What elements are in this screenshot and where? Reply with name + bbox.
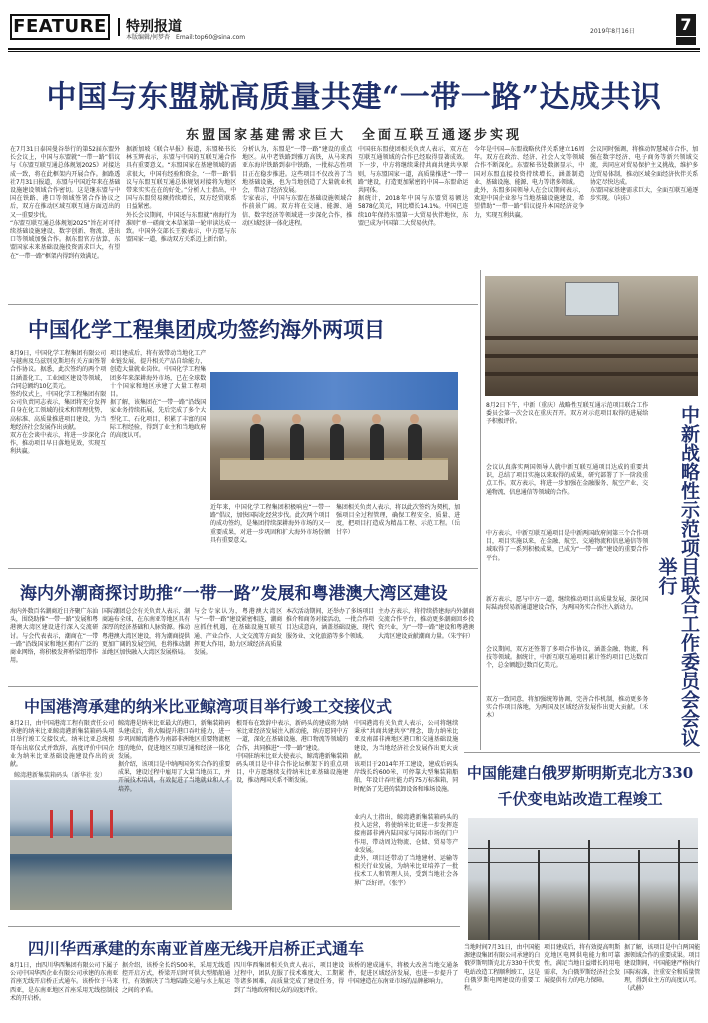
issue-date: 2019年8月16日 (590, 28, 635, 35)
divider (8, 686, 478, 687)
photo-figure-head (292, 414, 301, 424)
story5-para: 据介绍，该桥全长约500米，采用无线遥控开启方式，桥梁开启时可供大型船舶通行，有效解决了当地陆路交通与水上航运之间的矛盾。 (122, 962, 230, 994)
story4-column-5 (354, 814, 458, 920)
photo-figure (250, 424, 264, 460)
photo-crane (70, 810, 73, 838)
photo-figure-head (372, 414, 381, 424)
photo-crane (90, 810, 93, 838)
story1-column-3 (242, 146, 352, 296)
story3-para: 国际潮团总会有关负责人表示，潮商遍布全球，在东南亚等地区具有深厚的经济基础和人脉资源。推动粤港澳大湾区建设，将为潮商提供更加广阔的发展空间，也将推动潮汕地区加快融入大湾区发展格局。 (102, 608, 190, 657)
headline-minsk-substation: 中国能建白俄罗斯明斯克北方330千伏变电站改造工程竣工 (466, 764, 694, 808)
brand-logo (676, 37, 696, 45)
story7-para: 当地时间7月31日，由中国能源建设集团有限公司承建的白俄罗斯明斯克北方330千伏变电站改造工程顺利竣工，这是白俄罗斯电网建设的重要工程。 (464, 944, 540, 993)
signing-ceremony-photo (210, 372, 458, 500)
story5-para: 8月1日，由四川华西集团有限公司下属子公司中国华西企业有限公司承建的东南亚首座无线开启桥正式通车。该桥位于马来西亚，是东南亚地区首座采用无线控制技术的开启桥。 (10, 962, 118, 1002)
story4-para: 据介绍，该项目是中纳两国务实合作的重要成果，建设过程中雇用了大量当地员工，并开展技术培训，有效促进了当地就业和人才培养。 (118, 761, 230, 793)
committee-meeting-photo (485, 276, 698, 396)
story3-para: 本次活动期间，还举办了多场项目推介和商务对接活动，一批合作项目达成意向，涵盖基础设施、现代服务业、文化旅游等多个领域。 (286, 608, 374, 640)
headline-china-asean: 中国与东盟就高质量共建“一带一路”达成共识 (46, 80, 662, 115)
headline-chaoshan-merchants: 海内外潮商探讨助推“一带一路”发展和粤港澳大湾区建设 (20, 584, 448, 604)
photo-figure (290, 424, 304, 460)
header-rule-thin (8, 51, 700, 52)
story3-para: 与会专家认为，粤港澳大湾区与“一带一路”建设紧密相连，潮商应抓住机遇，在基础设施互联互通、产业合作、人文交流等方面发挥更大作用，助力区域经济高质量发展。 (194, 608, 282, 657)
story6-column-2 (486, 464, 648, 528)
headline-sino-singapore: 中新战略性示范项目联合工作委员会会议举行 (655, 405, 700, 747)
editor-line: 本版编辑/何梦杏 Email:top60@sina.com (126, 34, 246, 41)
photo-figure (370, 424, 384, 460)
photo-pylon (638, 850, 640, 940)
story2-column-4 (336, 504, 460, 562)
story7-column-2 (544, 944, 620, 1018)
divider (8, 926, 460, 927)
story6-column-5 (486, 646, 648, 694)
story4-para: 鲸湾港是纳米比亚最大的港口，新集装箱码头建成后，将大幅提升港口吞吐能力，进一步巩固鲸湾港作为南部非洲地区重要物流枢纽的地位，促进地区互联互通和经济一体化发展。 (118, 720, 230, 760)
story3-column-2 (102, 608, 190, 682)
vertical-divider (480, 270, 481, 750)
story4-column-3 (236, 720, 348, 920)
story3-column-5 (378, 608, 474, 682)
story3-column-1 (10, 608, 98, 682)
story1-para: “东盟互联互通总体规划2025”旨在对可持续基础设施建设、数字创新、物流、进出口等领域加强合作。据东盟官方估算，东盟国家未来基础设施投资需求巨大，有望在“一带一路”框架内得到有效满足。 (10, 219, 120, 260)
story2-para: 8月9日，中国化学工程集团有限公司与越南及乌兹别克斯坦有关方面签署合作协议。据悉，此次签约的两个项目涵盖化工、工业园区建设等领域，合同总额约10亿美元。 (10, 350, 106, 390)
story2-column-2 (110, 350, 206, 562)
story5-column-3 (234, 962, 344, 1018)
story3-column-3 (194, 608, 282, 682)
story6-column-3 (486, 530, 648, 594)
photo-power-line (468, 848, 698, 849)
story5-para: 该桥的建成通车，将极大改善当地交通条件，促进区域经济发展，也进一步提升了中国建造在东南亚市场的品牌影响力。 (348, 962, 458, 986)
story2-para: 集团相关负责人表示，将以此次签约为契机，加强项目全过程管理，确保工程安全、质量、进度，把项目打造成为精品工程、示范工程。（岳甘辛） (336, 504, 460, 536)
photo-crane (110, 810, 113, 838)
story1-para: 会议同时强调，将推动智慧城市合作，加强在数字经济、电子商务等新兴领域交流，共同应对贸易保护主义挑战，维护多边贸易体制，推动区域全面经济伙伴关系协定尽快达成。 (590, 146, 698, 186)
story1-para: 东盟国家基建需求巨大，全面互联互通逐步实现。（向东） (590, 187, 698, 203)
story1-para: 在7月31日泰国曼谷举行的第52届东盟外长会议上，中国与东盟就“一带一路”倡议与《东盟互联互通总体规划2025》对接达成一致，将在此框架内开展合作。据路透社7月31日报道，东盟与中国近年来在基础设施建设领域合作密切。这是继东盟与中国在铁路、港口等领域签署合作协议之后，双方在推动区域互联互通方面迈出的又一重要步伐。 (10, 146, 120, 219)
story2-column-1 (10, 350, 106, 562)
story2-para: 双方在会谈中表示，将进一步深化合作，推动项目早日落地见效，实现互利共赢。 (10, 432, 106, 456)
photo-pylon (588, 840, 590, 940)
story6-column-4 (486, 596, 648, 644)
feature-label-box (10, 14, 110, 40)
divider (464, 752, 700, 753)
photo-quay (10, 836, 232, 854)
story1-para: 此外，东盟多国领导人在会议期间表示，欢迎中国企业参与当地基础设施建设，希望借助“一带一路”倡议提升本国经济竞争力，实现互利共赢。 (474, 187, 584, 219)
photo-screen (565, 282, 619, 316)
photo-figure (330, 424, 344, 460)
photo-crane (50, 810, 53, 838)
story5-column-2 (122, 962, 230, 1018)
story6-column-6 (486, 696, 648, 742)
story4-para: 根哥布在致辞中表示，新码头的建成将为纳米比亚经济发展注入新动能，纳方愿同中方一道，深化在基础设施、港口物流等领域的合作，共同推进“一带一路”建设。 (236, 720, 348, 752)
story2-para: 项目建成后，将有效带动当地化工产业链发展，提升相关产品自给能力，创造大量就业岗位。中国化学工程集团多年来深耕海外市场，已在全球数十个国家和地区承建了大量工程项目。 (110, 350, 206, 399)
story1-column-4 (358, 146, 468, 296)
story1-column-6 (590, 146, 698, 266)
story1-para: 外长会议期间，中国还与东盟就“南海行为准则”单一磋商文本草案第一轮审读达成一致。中国外交部长王毅表示，中方愿与东盟国家一道，推动双方关系迈上新台阶。 (126, 211, 236, 244)
photo-figure (408, 424, 422, 460)
feature-label: FEATURE (13, 16, 107, 37)
photo-figure-head (252, 414, 261, 424)
story3-para: 海内外数百名潮商近日齐聚广东汕头，围绕助推“一带一路”发展和粤港澳大湾区建设进行深入交流研讨。与会代表表示，潮商在“一带一路”沿线国家和地区拥有广泛的商业网络，将积极发挥桥梁纽带作用。 (10, 608, 98, 665)
story1-para: 今年是中国—东盟战略伙伴关系建立16周年。双方在政治、经济、社会人文等领域合作不断深化。东盟秘书处数据显示，中国对东盟直接投资持续增长，涵盖制造业、基础设施、能源、电力等诸多领域。 (474, 146, 584, 186)
story7-column-3 (624, 944, 700, 1018)
page-number: 7 (676, 14, 696, 36)
story4-para: 业内人士指出，鲸湾港新集装箱码头的投入运营，将使纳米比亚进一步发挥连接南部非洲内陆国家与国际市场的门户作用，带动周边物流、仓储、贸易等产业发展。 (354, 814, 458, 854)
substation-photo (468, 818, 698, 940)
photo-seat-row (485, 336, 698, 340)
story6-para: 会议认真落实两国领导人就中新互联互通项目达成的重要共识，总结了项目实施以来取得的成果，研究部署了下一阶段重点工作。双方表示，将进一步加强在金融服务、航空产业、交通物流、信息通信等领域的合作。 (486, 464, 648, 496)
photo-seat-row (485, 354, 698, 358)
story1-para: 中国驻东盟使团相关负责人表示，双方在互联互通领域的合作已经取得显著成效。下一步，中方将继续秉持共商共建共享原则，与东盟国家一道，高质量推进“一带一路”建设，打造更加紧密的中国—东盟命运共同体。 (358, 146, 468, 195)
photo-seat-row (485, 372, 698, 376)
story4-column-2 (118, 720, 230, 793)
story1-para: 专家表示，中国与东盟在基础设施领域合作前景广阔。双方将在交通、能源、通信、数字经济等领域进一步深化合作，推动区域经济一体化进程。 (242, 195, 352, 227)
photo-banner (210, 372, 458, 410)
story4-para: 8月2日，由中国港湾工程有限责任公司承建的纳米比亚鲸湾港新集装箱码头项目举行竣工交接仪式。纳米比亚总统根哥布出席仪式并致辞，高度评价中国企业为纳米比亚基础设施建设作出的贡献。 (10, 720, 114, 769)
story4-column-4 (354, 720, 458, 810)
story7-para: 据了解，该项目是中白两国能源领域合作的重要成果。项目建设期间，中国能建严格执行国际标准，注重安全和质量管理，得到业主方的高度认可。（武赫） (624, 944, 700, 993)
story5-para: 四川华西集团相关负责人表示，项目建设过程中，团队克服了技术难度大、工期紧等诸多困难，高质量完成了建设任务，得到了当地政府和民众的高度评价。 (234, 962, 344, 994)
photo-table (220, 458, 448, 480)
story2-para: 签约仪式上，中国化学工程集团有限公司负责同志表示，集团将充分发挥自身在化工领域的技术和管理优势，高标准、高质量推进项目建设，为当地经济社会发展作出贡献。 (10, 391, 106, 431)
story4-para: 中国港湾有关负责人表示，公司将继续秉承“共商共建共享”理念，助力纳米比亚及南部非洲地区港口和交通基础设施建设，为当地经济社会发展作出更大贡献。 (354, 720, 458, 760)
story5-column-4 (348, 962, 458, 1018)
subhead-china-asean: 东盟国家基建需求巨大 全面互联互通逐步实现 (185, 128, 522, 143)
story2-para: 据了解，该集团在“一带一路”沿线国家业务持续拓展，先后完成了多个大型化工、石化项目，积累了丰富的国际工程经验，得到了业主和当地政府的高度认可。 (110, 399, 206, 440)
story4-para: 中国驻纳米比亚大使表示，鲸湾港新集装箱码头项目是中非合作论坛框架下的重点项目，中方愿继续支持纳米比亚基础设施建设，推动两国关系不断发展。 (236, 752, 348, 785)
story1-column-1 (10, 146, 120, 296)
port-photo-caption: 鲸湾港新集装箱码头（新华社 发） (14, 772, 106, 779)
story1-para: 据统计，2018年中国与东盟贸易额达5878亿美元，同比增长14.1%。中国已连续10年保持东盟第一大贸易伙伴地位，东盟已成为中国第二大贸易伙伴。 (358, 195, 468, 227)
section-title: 特别报道 (126, 19, 182, 35)
story3-para: 主办方表示，将持续搭建海内外潮商交流合作平台，推动更多潮商回乡投资兴业，为“一带一路”建设和粤港澳大湾区建设贡献潮商力量。（朱宇轩） (378, 608, 474, 640)
story7-column-1 (464, 944, 540, 1018)
story6-para: 新方表示，愿与中方一道，继续推动项目高质量发展，深化国际陆海贸易新通道建设合作，为两国务实合作注入新动力。 (486, 596, 648, 612)
header-rule (8, 48, 700, 50)
story6-para: 会议期间，双方还签署了多项合作协议，涵盖金融、物流、科技等领域。据统计，中新互联互通项目累计签约项目已达数百个，总金额超过数百亿美元。 (486, 646, 648, 670)
photo-pylon (678, 840, 680, 940)
story1-column-2 (126, 146, 236, 296)
headline-huaxi-bridge: 四川华西承建的东南亚首座无线开启桥正式通车 (28, 939, 365, 958)
photo-power-line (468, 862, 698, 863)
divider (8, 568, 478, 569)
story3-column-4 (286, 608, 374, 682)
story1-column-5 (474, 146, 584, 296)
story6-para: 双方一致同意，将加强统筹协调，完善合作机制，推动更多务实合作项目落地，为两国及区域经济发展作出更大贡献。（禾木） (486, 696, 648, 720)
story2-column-3 (210, 504, 330, 562)
story4-column-1 (10, 720, 114, 776)
headline-chemical-engineering: 中国化学工程集团成功签约海外两项目 (28, 317, 385, 342)
story1-para: 分析认为，东盟是“一带一路”建设的重点地区。从中老铁路到雅万高铁，从马来西亚东海岸铁路到泰中铁路，一批标志性项目正在稳步推进。这些项目不仅改善了当地基础设施，也为当地创造了大量就业机会，带动了经济发展。 (242, 146, 352, 195)
story1-para: 据新加坡《联合早报》报道，东盟秘书长林玉辉表示，东盟与中国的互联互通合作具有重要意义。“东盟国家在基建领域的需求很大，中国有经验和资金，‘一带一路’倡议与东盟互联互通总体规划对接将为地区带来实实在在的好处。”分析人士指出，中国与东盟贸易额持续增长，双方经贸联系日益紧密。 (126, 146, 236, 211)
story7-para: 项目建成后，将有效提高明斯克地区电网供电能力和可靠性，满足当地日益增长的用电需求，为白俄罗斯经济社会发展提供有力的电力保障。 (544, 944, 620, 984)
story5-column-1 (10, 962, 118, 1018)
headline-walvis-bay: 中国港湾承建的纳米比亚鲸湾项目举行竣工交接仪式 (24, 697, 393, 716)
walvis-bay-port-photo (10, 780, 232, 910)
photo-figure-head (332, 414, 341, 424)
story4-para: 该项目于2014年开工建设，建成后码头岸线长约600米，可停靠大型集装箱船舶，年设计吞吐能力约75万标准箱，同时配备了先进的装卸设备和堆场设施。 (354, 761, 458, 793)
story4-para: 此外，项目还带动了当地建材、运输等相关行业发展，为纳米比亚培养了一批技术工人和管理人员，受到当地社会各界广泛好评。（张宇） (354, 855, 458, 887)
header-separator (118, 18, 120, 36)
divider (8, 304, 478, 305)
story6-para: 中方表示，中新互联互通项目是中新两国政府间第三个合作项目，项目实施以来，在金融、航空、交通物流和信息通信等领域取得了一系列积极成果，已成为“一带一路”建设的重要合作平台。 (486, 530, 648, 562)
story2-para: 近年来，中国化学工程集团积极响应“一带一路”倡议，加快国际化经营步伐。此次两个项目的成功签约，是集团持续深耕海外市场的又一重要成果，对进一步巩固和扩大海外市场份额具有重要意义。 (210, 504, 330, 544)
photo-pylon (488, 840, 490, 940)
story6-para: 8月2日下午，中新（重庆）战略性互联互通示范项目联合工作委员会第一次会议在重庆召开。双方对示范项目取得的进展给予积极评价。 (486, 402, 648, 426)
photo-pylon (538, 850, 540, 940)
story6-column-1 (486, 402, 648, 462)
photo-figure-head (410, 414, 419, 424)
